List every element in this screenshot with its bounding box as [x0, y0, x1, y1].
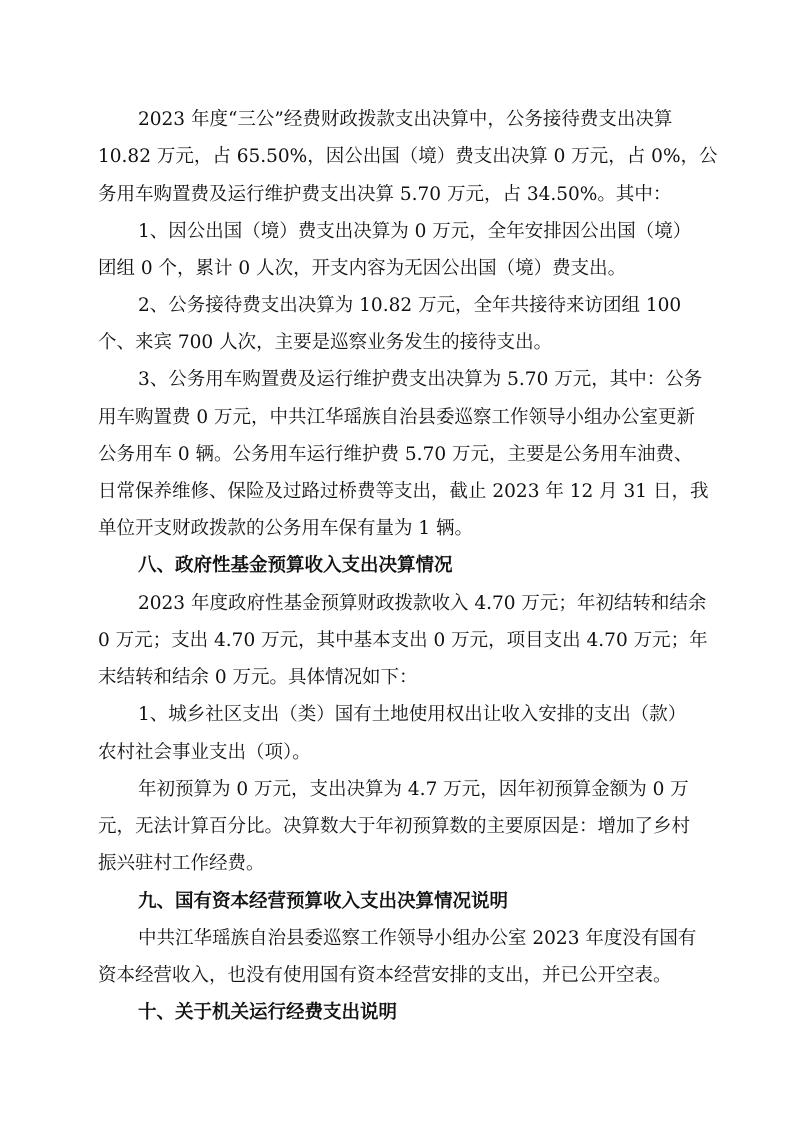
paragraph-line: 单位开支财政拨款的公务用车保有量为 1 辆。 [98, 518, 474, 539]
paragraph-line: 资本经营收入，也没有使用国有资本经营安排的支出，并已公开空表。 [98, 965, 672, 986]
paragraph-line: 用车购置费 0 万元，中共江华瑶族自治县委巡察工作领导小组办公室更新 [98, 407, 696, 428]
paragraph-line: 元，无法计算百分比。决算数大于年初预算数的主要原因是：增加了乡村 [98, 816, 691, 837]
paragraph-line: 振兴驻村工作经费。 [98, 853, 265, 874]
paragraph-line: 2、公务接待费支出决算为 10.82 万元，全年共接待来访团组 100 [138, 295, 682, 316]
paragraph-line: 1、城乡社区支出（类）国有土地使用权出让收入安排的支出（款） [138, 704, 687, 725]
section-heading: 八、政府性基金预算收入支出决算情况 [138, 555, 453, 576]
paragraph-line: 10.82 万元，占 65.50%，因公出国（境）费支出决算 0 万元，占 0%，公 [98, 146, 718, 167]
paragraph-line: 1、因公出国（境）费支出决算为 0 万元，全年安排因公出国（境） [138, 221, 692, 242]
paragraph-line: 团组 0 个，累计 0 人次，开支内容为无因公出国（境）费支出。 [98, 258, 627, 279]
paragraph-line: 务用车购置费及运行维护费支出决算 5.70 万元，占 34.50%。其中： [98, 184, 672, 205]
section-heading: 九、国有资本经营预算收入支出决算情况说明 [138, 891, 509, 912]
paragraph-line: 农村社会事业支出（项）。 [98, 742, 311, 763]
paragraph-line: 末结转和结余 0 万元。具体情况如下： [98, 667, 418, 688]
paragraph-line: 2023 年度政府性基金预算财政拨款收入 4.70 万元；年初结转和结余 [138, 593, 707, 614]
section-heading: 十、关于机关运行经费支出说明 [138, 1002, 398, 1023]
paragraph-line: 个、来宾 700 人次，主要是巡察业务发生的接待支出。 [98, 332, 553, 353]
paragraph-line: 3、公务用车购置费及运行维护费支出决算为 5.70 万元，其中：公务 [138, 369, 703, 390]
paragraph-line: 中共江华瑶族自治县委巡察工作领导小组办公室 2023 年度没有国有 [138, 928, 697, 949]
paragraph-line: 公务用车 0 辆。公务用车运行维护费 5.70 万元，主要是公务用车油费、 [98, 444, 693, 465]
paragraph-line: 0 万元；支出 4.70 万元，其中基本支出 0 万元，项目支出 4.70 万元；年 [98, 630, 708, 651]
paragraph-line: 日常保养维修、保险及过路过桥费等支出，截止 2023 年 12 月 31 日，我 [98, 481, 709, 502]
paragraph-line: 年初预算为 0 万元，支出决算为 4.7 万元，因年初预算金额为 0 万 [138, 779, 689, 800]
paragraph-line: 2023 年度“三公”经费财政拨款支出决算中，公务接待费支出决算 [138, 109, 673, 130]
